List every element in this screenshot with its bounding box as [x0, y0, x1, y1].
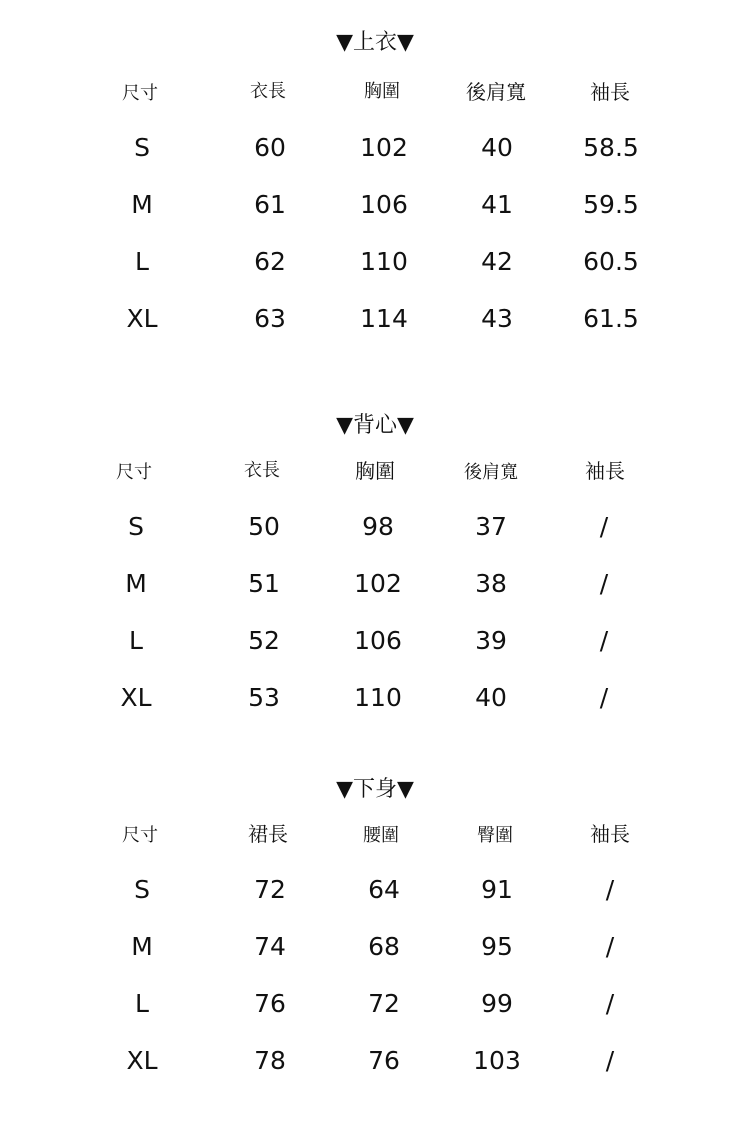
cell-value: 53	[248, 683, 280, 712]
header-sleeve: 袖長	[590, 80, 630, 104]
header-sleeve: 袖長	[590, 822, 630, 846]
header-length: 衣長	[250, 81, 286, 102]
cell-value: 39	[475, 626, 507, 655]
header-size: 尺寸	[122, 825, 158, 846]
cell-value: 42	[481, 247, 513, 276]
cell-size: XL	[120, 683, 152, 712]
cell-value: 110	[360, 247, 408, 276]
header-size: 尺寸	[116, 462, 152, 483]
cell-value: 110	[354, 683, 402, 712]
header-chest: 胸圍	[364, 81, 400, 102]
cell-size: L	[135, 989, 149, 1018]
cell-value: 41	[481, 190, 513, 219]
cell-value: /	[605, 932, 615, 961]
cell-size: M	[131, 932, 153, 961]
cell-value: 40	[475, 683, 507, 712]
cell-value: 78	[254, 1046, 286, 1075]
cell-size: S	[128, 512, 144, 541]
cell-value: 106	[360, 190, 408, 219]
table-title: ▼背心▼	[336, 413, 414, 438]
cell-value: 62	[254, 247, 286, 276]
header-skirt-length: 裙長	[248, 822, 288, 846]
cell-value: 60.5	[583, 247, 639, 276]
cell-value: 38	[475, 569, 507, 598]
cell-value: 68	[368, 932, 400, 961]
header-length: 衣長	[244, 460, 280, 481]
cell-value: /	[599, 512, 609, 541]
cell-value: 43	[481, 304, 513, 333]
cell-value: 72	[254, 875, 286, 904]
header-chest: 胸圍	[355, 459, 395, 483]
cell-value: 58.5	[583, 133, 639, 162]
header-waist: 腰圍	[363, 825, 399, 846]
cell-value: 72	[368, 989, 400, 1018]
cell-value: 50	[248, 512, 280, 541]
cell-value: 91	[481, 875, 513, 904]
cell-value: 37	[475, 512, 507, 541]
cell-value: 40	[481, 133, 513, 162]
cell-value: 76	[254, 989, 286, 1018]
cell-value: 103	[473, 1046, 521, 1075]
cell-value: 59.5	[583, 190, 639, 219]
cell-size: M	[125, 569, 147, 598]
cell-value: 61.5	[583, 304, 639, 333]
cell-size: S	[134, 875, 150, 904]
cell-value: 98	[362, 512, 394, 541]
header-shoulder: 後肩寬	[464, 462, 518, 483]
header-sleeve: 袖長	[585, 459, 625, 483]
cell-value: /	[605, 989, 615, 1018]
cell-size: L	[129, 626, 143, 655]
header-size: 尺寸	[122, 83, 158, 104]
cell-value: 114	[360, 304, 408, 333]
cell-size: M	[131, 190, 153, 219]
cell-size: S	[134, 133, 150, 162]
cell-value: /	[605, 875, 615, 904]
cell-value: 64	[368, 875, 400, 904]
table-title: ▼上衣▼	[336, 30, 414, 55]
cell-value: 102	[360, 133, 408, 162]
cell-size: XL	[126, 1046, 158, 1075]
cell-value: /	[599, 683, 609, 712]
cell-value: 74	[254, 932, 286, 961]
cell-value: 61	[254, 190, 286, 219]
cell-value: 102	[354, 569, 402, 598]
cell-value: 60	[254, 133, 286, 162]
header-hip: 臀圍	[477, 825, 513, 846]
cell-value: 95	[481, 932, 513, 961]
cell-value: 63	[254, 304, 286, 333]
cell-size: XL	[126, 304, 158, 333]
cell-size: L	[135, 247, 149, 276]
header-shoulder: 後肩寬	[466, 80, 526, 104]
cell-value: 106	[354, 626, 402, 655]
cell-value: /	[599, 569, 609, 598]
cell-value: 76	[368, 1046, 400, 1075]
table-title: ▼下身▼	[336, 777, 414, 802]
cell-value: /	[599, 626, 609, 655]
cell-value: 99	[481, 989, 513, 1018]
cell-value: /	[605, 1046, 615, 1075]
cell-value: 52	[248, 626, 280, 655]
cell-value: 51	[248, 569, 280, 598]
